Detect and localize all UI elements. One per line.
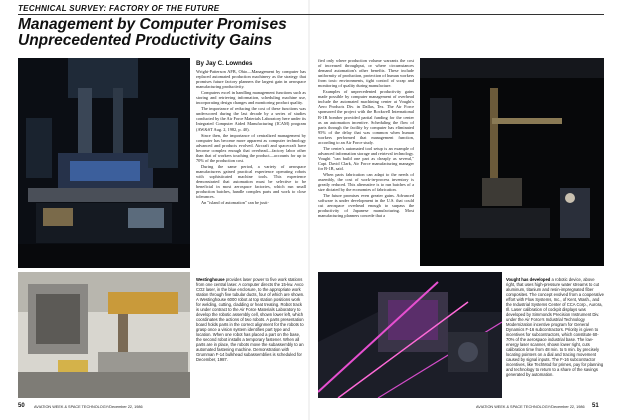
caption-text: a robotic device, above right, that uses high-pressure water streams to cut aluminum, titanium and resin-impregnated fiber composites. The concept evolved from a cooperative effort with Flow Systems, Inc., of Kent, Wash., and the Industrial Systems Center of CCA Corp., Aurora, Ill. Laser calibration of cockpit displays was developed by Simmonds Precision Instrument Div. under the Air Force's Industrial Technology Modernization incentive program for General Dynamics F-16 subcontractors. Priority is given to incentives for subcontractors, which constitute 60-70% of the aerospace industrial base. The low-energy laser scanner, shown lower right, cuts calibration time from 48 min. to 5 min. by precisely locating pointers on a dial and tracing movement caused by signal inputs. The F-16 subcontractor incentives, like TechMod for primes, pay for planning and technology to return to a share of the savings generated by automation. bbox=[506, 277, 604, 377]
byline: By Jay C. Lowndes bbox=[196, 60, 253, 67]
left-page-number: 50 bbox=[18, 403, 25, 409]
paragraph: Computers excel in handling management functions such as storing and retrieving information, scheduling machine use, incorporating design changes and monitoring product quality. bbox=[196, 90, 306, 106]
paragraph: Wright-Patterson AFB, Ohio—Management by computer has replaced automated production machinery as the strategy that promises future factory planners the largest gain in aerospace manufacturing productivity. bbox=[196, 69, 306, 90]
paragraph: When parts fabrication can adapt to the needs of assembly, the cost of work-in-process inventory is greatly reduced. This alternative is to run batches of a size dictated by the economies of fabrication. bbox=[318, 172, 414, 193]
caption-left bbox=[196, 277, 306, 401]
caption-right bbox=[506, 277, 604, 401]
headline bbox=[18, 17, 348, 49]
article-column-1 bbox=[196, 69, 306, 269]
paragraph: fied only where production volume warrants the cost of increased throughput, or where circumstances demand automation's other benefits. These include uniformity of production, protection of human workers from toxic environments, tight control of scrap and monitoring of quality during manufacture. bbox=[318, 58, 414, 89]
water-jet-robot-illustration bbox=[420, 58, 604, 266]
photo-laser-workstation bbox=[18, 58, 190, 268]
photo-robotic-assembly-cell bbox=[18, 272, 190, 398]
headline-line-1: Management by Computer Promises bbox=[18, 16, 287, 33]
section-kicker: TECHNICAL SURVEY: FACTORY OF THE FUTURE bbox=[18, 4, 220, 13]
photo-laser-scanner-calibration bbox=[318, 272, 502, 398]
right-footer-text: AVIATION WEEK & SPACE TECHNOLOGY/December 22, 1986 bbox=[476, 405, 585, 409]
laser-workstation-illustration bbox=[18, 58, 190, 268]
paragraph: Examples of unprecedented productivity gains made possible by computer management of overhead include the automated machining center at Vought's Aero Products Div. in Dallas, Tex. The Air Force sponsored the project with the Rockwell International B-1B bomber provided partial funding for the center as an automation incentive. Scheduling the flow of parts through the facility by computer has eliminated 95% of the delay that was common when human workers performed that management function, according to an Air Force study. bbox=[318, 89, 414, 145]
article-column-2 bbox=[318, 58, 414, 272]
assembly-cell-illustration bbox=[18, 272, 190, 398]
caption-paragraph bbox=[506, 277, 604, 377]
caption-paragraph bbox=[196, 277, 306, 362]
paragraph: An "island of automation" can be justi- bbox=[201, 200, 269, 206]
caption-text: provides laser power to five work stations from one central laser. A computer directs the 15-kw. Avco CO2 laser, in the blue enclosure, to the appropriate work station through five tubular ducts, four of which are shown. A Westinghouse 6000 robot at top station positions work for welding, cutting, cladding or heat treating. Robot track is under contract to the Air Force Materials Laboratory to develop the robotic assembly cell, shown lower left, which coordinates the actions of two robots. A parts presentation board holds parts in the correct alignment for the robots to grasp once a vision system identifies part type and location. When one robot has placed a part on the base, the second robot installs a temporary fastener. When all parts are in place, the robots move the subassembly to an automated fastening machine. Demonstration with Grumman F-14 bulkhead subassemblies is scheduled for December, 1987. bbox=[196, 277, 305, 362]
paragraph: The center's automated tool setup is an example of advanced information storage and retrieval technology. Vought "can build one part as cheaply as several," Capt. David Clark, Air Force manufacturing manager for B-1B, said. bbox=[318, 145, 414, 171]
caption-lead: Vought has developed bbox=[506, 277, 551, 282]
paragraph: During the same period, a variety of aerospace manufacturers gained practical experience operating robots with sophisticated machine tools. This experience demonstrated that automation must be selective to be beneficial in most aerospace factories, which run small production batches, handle complex parts and work to close tolerances. bbox=[196, 163, 306, 200]
paragraph: The future promises even greater gains. Advanced software is under development in the U.S. that could cut aerospace overhead enough to surpass the productivity of Japanese manufacturing. Most manufacturing planners concede that a bbox=[318, 193, 414, 219]
headline-line-2: Unprecedented Productivity Gains bbox=[18, 32, 273, 49]
caption-lead: Westinghouse bbox=[196, 277, 225, 282]
laser-scanner-illustration bbox=[318, 272, 502, 398]
paragraph: Since then, the importance of centralized management by computer has become more apparent as computer technology advanced and products evolved. Aircraft and spacecraft have become complex enough that overhead—factory labor other than that of workers touching the product—accounts for up to 70% of the production cost. bbox=[196, 132, 306, 163]
left-footer-text: AVIATION WEEK & SPACE TECHNOLOGY/December 22, 1986 bbox=[34, 405, 143, 409]
paragraph: The importance of reducing the cost of these functions was underscored during the last decade by a series of studies conducted by the Air Force Materials Laboratory here under its Integrated Computer Aided Manufacturing (ICAM) program (AW&ST Aug. 2, 1982, p. 40). bbox=[196, 106, 306, 132]
header-rule bbox=[18, 14, 604, 15]
photo-water-jet-robot bbox=[420, 58, 604, 266]
right-page-number: 51 bbox=[592, 403, 599, 409]
